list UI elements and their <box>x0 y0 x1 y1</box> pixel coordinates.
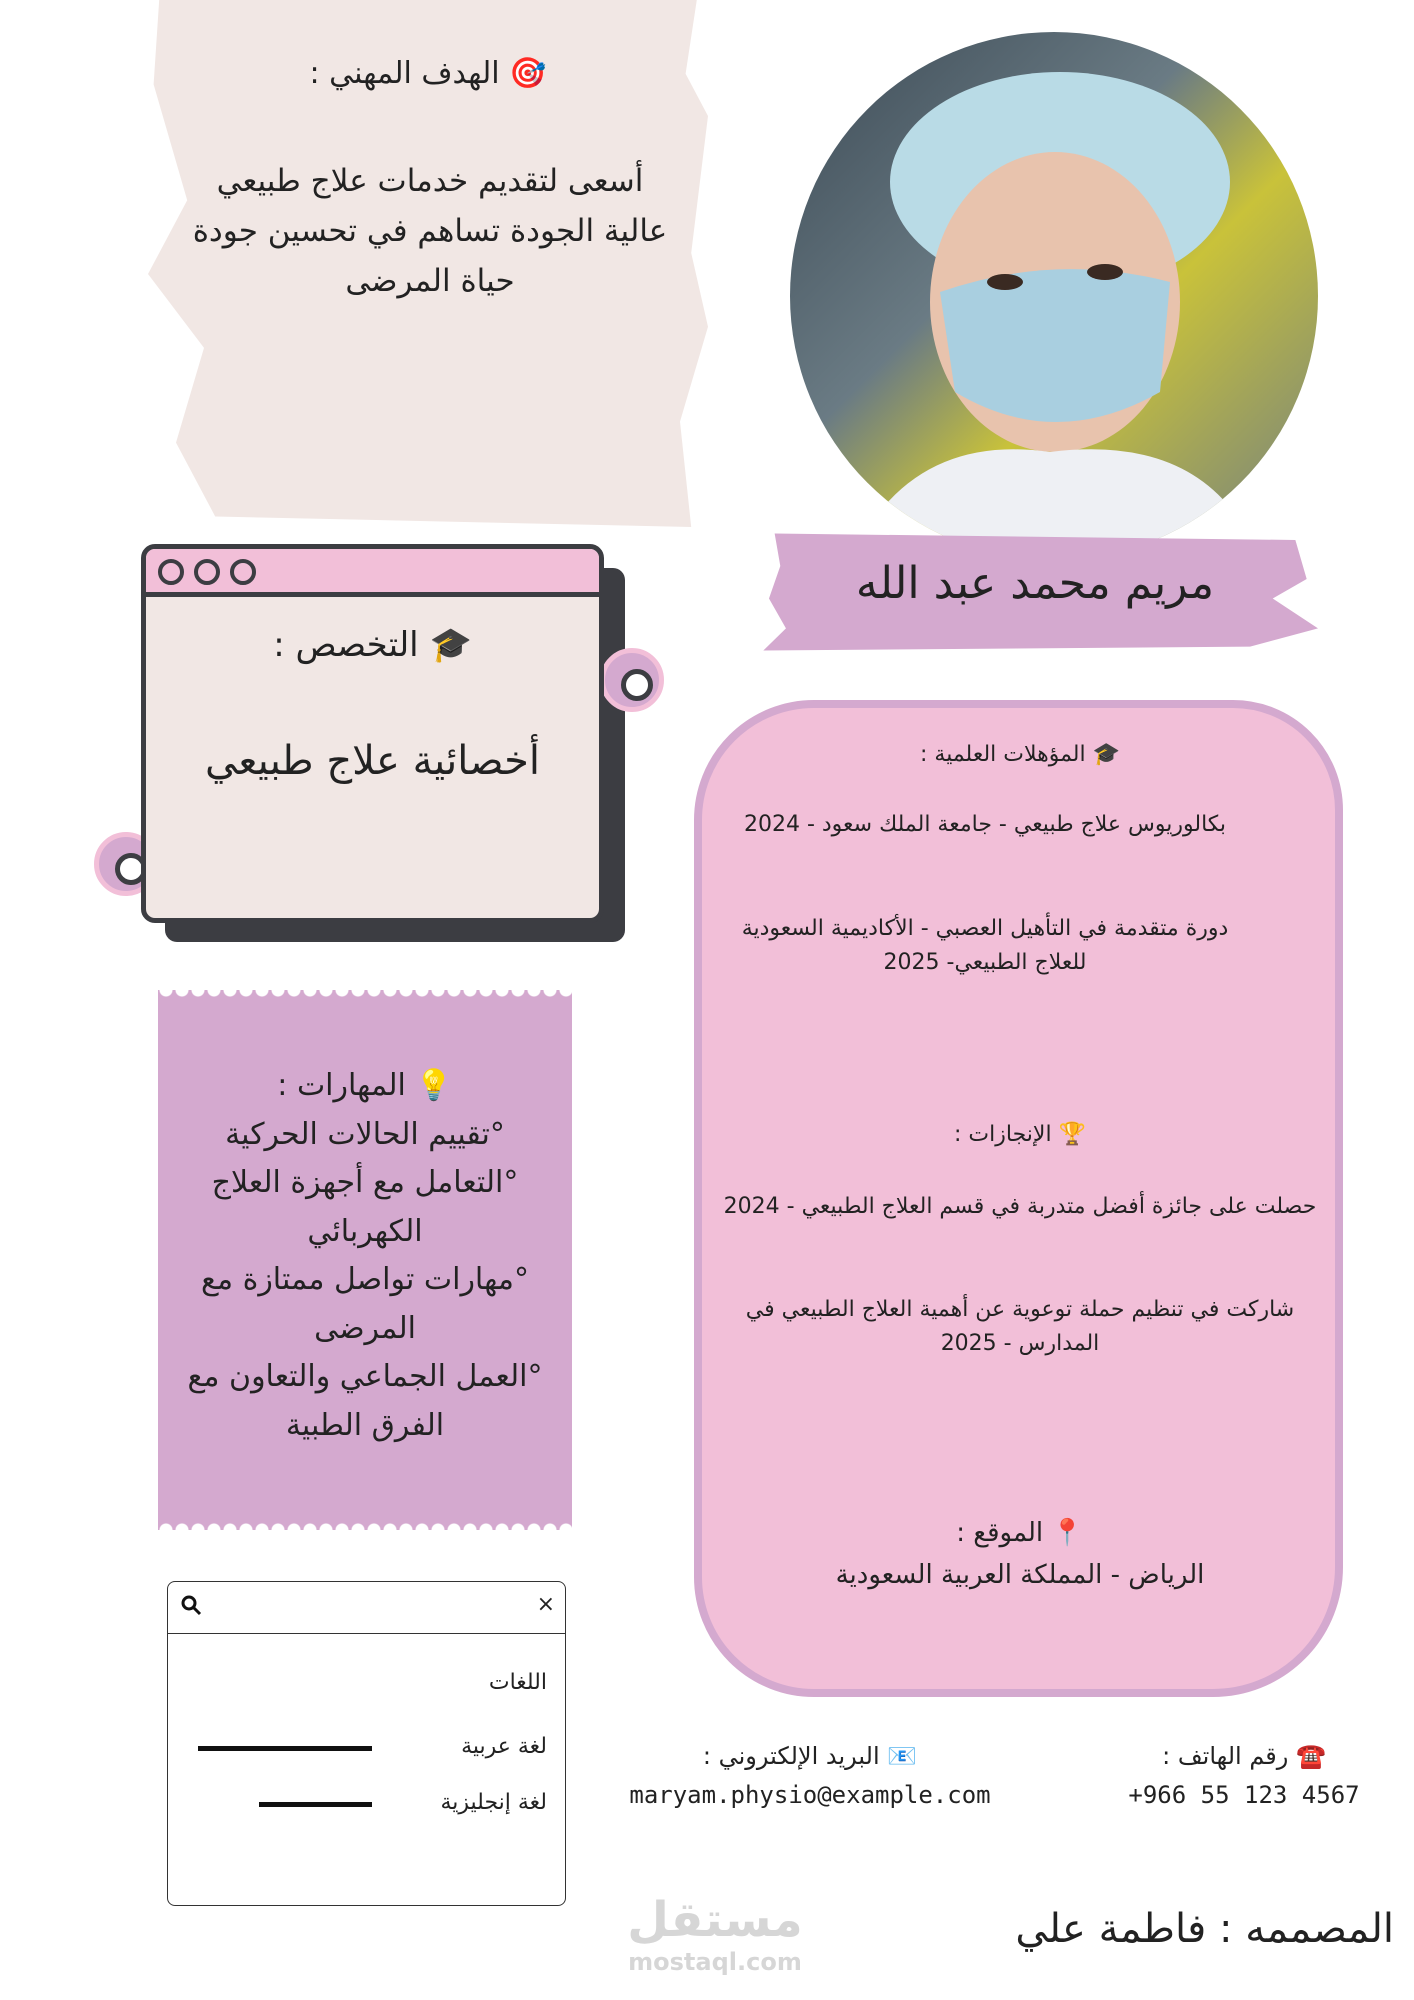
specialty-window <box>141 544 604 923</box>
ring-decoration <box>600 648 664 712</box>
language-level-bar <box>198 1746 372 1751</box>
goal-text: أسعى لتقديم خدمات علاج طبيعي عالية الجودة تساهم في تحسين جودة حياة المرضى <box>192 163 668 299</box>
profile-photo <box>790 32 1318 560</box>
designer-credit: المصممه : فاطمة علي <box>1015 1906 1394 1952</box>
phone-label: ☎️ رقم الهاتف : <box>1162 1742 1326 1770</box>
scallop-edge <box>158 1516 572 1530</box>
skills-title: 💡 المهارات : <box>277 1068 453 1103</box>
specialty-text: أخصائية علاج طبيعي <box>205 738 540 784</box>
skill-item: °مهارات تواصل ممتازة مع المرضى <box>201 1262 529 1346</box>
achievement-item: حصلت على جائزة أفضل متدربة في قسم العلاج الطبيعي - 2024 <box>723 1194 1317 1219</box>
achievement-item: شاركت في تنظيم حملة توعوية عن أهمية العلاج الطبيعي في المدارس - 2025 <box>745 1297 1295 1356</box>
specialty-title: 🎓 التخصص : <box>273 625 472 665</box>
email-value[interactable]: maryam.physio@example.com <box>629 1781 991 1809</box>
window-dot-icon <box>230 559 256 585</box>
full-name: مريم محمد عبد الله <box>855 558 1215 609</box>
search-icon <box>180 1594 202 1621</box>
qualification-item: دورة متقدمة في التأهيل العصبي - الأكاديمية السعودية للعلاج الطبيعي- 2025 <box>741 916 1229 975</box>
language-level-bar <box>259 1802 372 1807</box>
window-titlebar <box>146 549 599 597</box>
languages-title: اللغات <box>488 1670 547 1695</box>
language-label: لغة إنجليزية <box>440 1790 547 1815</box>
skill-item: °تقييم الحالات الحركية <box>225 1116 505 1152</box>
location-title: 📍 الموقع : <box>956 1518 1084 1548</box>
qualifications-title: 🎓 المؤهلات العلمية : <box>920 742 1120 767</box>
watermark-url: mostaql.com <box>628 1948 802 1976</box>
achievements-title: 🏆 الإنجازات : <box>954 1122 1086 1147</box>
skill-item: °العمل الجماعي والتعاون مع الفرق الطبية <box>187 1359 543 1443</box>
languages-box <box>167 1581 566 1906</box>
scallop-edge <box>158 990 572 1004</box>
location-value: الرياض - المملكة العربية السعودية <box>835 1560 1205 1590</box>
close-icon[interactable]: × <box>536 1592 555 1617</box>
qualification-item: بكالوريوس علاج طبيعي - جامعة الملك سعود - 2024 <box>743 812 1227 837</box>
window-dot-icon <box>158 559 184 585</box>
language-label: لغة عربية <box>461 1734 547 1759</box>
watermark-logo: مستقل <box>627 1892 803 1948</box>
search-bar[interactable] <box>168 1582 565 1634</box>
goal-title: 🎯 الهدف المهني : <box>309 56 547 91</box>
window-dot-icon <box>194 559 220 585</box>
skills-list <box>170 1062 560 1450</box>
phone-value[interactable]: +966 55 123 4567 <box>1128 1781 1360 1809</box>
skill-item: °التعامل مع أجهزة العلاج الكهربائي <box>211 1165 519 1249</box>
email-label: 📧 البريد الإلكتروني : <box>702 1742 918 1770</box>
